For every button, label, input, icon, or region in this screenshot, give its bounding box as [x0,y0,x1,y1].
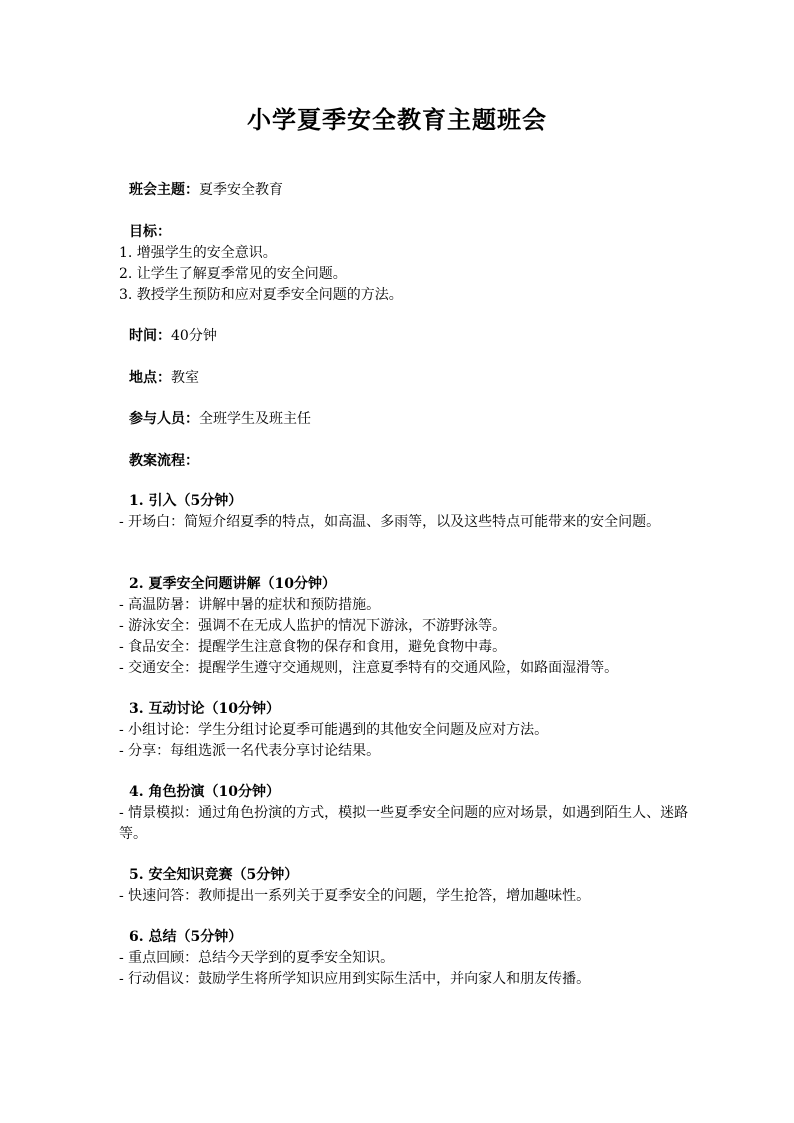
place-label: 地点： [129,370,171,386]
place-value: 教室 [171,370,199,386]
flow-label: 教案流程： [129,453,199,469]
people-value: 全班学生及班主任 [199,411,311,427]
document-title: 小学夏季安全教育主题班会 [247,105,547,134]
step-line: - 高温防暑：讲解中暑的症状和预防措施。 [119,597,381,613]
step-line: - 重点回顾：总结今天学到的夏季安全知识。 [119,950,395,966]
step-line: - 游泳安全：强调不在无成人监护的情况下游泳，不游野泳等。 [119,618,507,634]
flow-label-line [119,451,699,472]
step-heading: 3. 互动讨论（10分钟） [129,701,280,717]
goals-section [119,222,689,306]
goal-item: 1. 增强学生的安全意识。 [119,245,277,261]
step-3 [119,699,689,762]
step-line: - 行动倡议：鼓励学生将所学知识应用到实际生活中，并向家人和朋友传播。 [119,971,591,987]
time-line [119,326,699,347]
theme-line [119,180,699,201]
step-line: - 开场白：简短介绍夏季的特点，如高温、多雨等，以及这些特点可能带来的安全问题。 [119,514,661,530]
step-line: - 分享：每组选派一名代表分享讨论结果。 [119,743,381,759]
step-heading: 1. 引入（5分钟） [129,493,243,509]
step-heading: 5. 安全知识竞赛（5分钟） [129,867,299,883]
step-heading: 2. 夏季安全问题讲解（10分钟） [129,576,336,592]
people-label: 参与人员： [129,411,199,427]
step-heading: 6. 总结（5分钟） [129,929,243,945]
step-2 [119,574,689,679]
step-line: - 食品安全：提醒学生注意食物的保存和食用，避免食物中毒。 [119,639,507,655]
time-label: 时间： [129,328,171,344]
step-5 [119,865,689,907]
place-line [119,368,699,389]
step-1 [119,491,689,533]
step-heading: 4. 角色扮演（10分钟） [129,784,280,800]
step-line: - 情景模拟：通过角色扮演的方式，模拟一些夏季安全问题的应对场景，如遇到陌生人、迷路等。 [119,805,689,842]
step-4 [119,782,689,845]
time-value: 40分钟 [171,328,217,344]
step-line: - 交通安全：提醒学生遵守交通规则，注意夏季特有的交通风险，如路面湿滑等。 [119,660,619,676]
goal-item: 3. 教授学生预防和应对夏季安全问题的方法。 [119,287,403,303]
people-line [119,409,699,430]
theme-value: 夏季安全教育 [199,182,283,198]
theme-label: 班会主题： [129,182,199,198]
goals-label: 目标： [129,224,171,240]
goal-item: 2. 让学生了解夏季常见的安全问题。 [119,266,347,282]
step-line: - 小组讨论：学生分组讨论夏季可能遇到的其他安全问题及应对方法。 [119,722,549,738]
step-6 [119,927,689,990]
step-line: - 快速问答：教师提出一系列关于夏季安全的问题，学生抢答，增加趣味性。 [119,888,591,904]
